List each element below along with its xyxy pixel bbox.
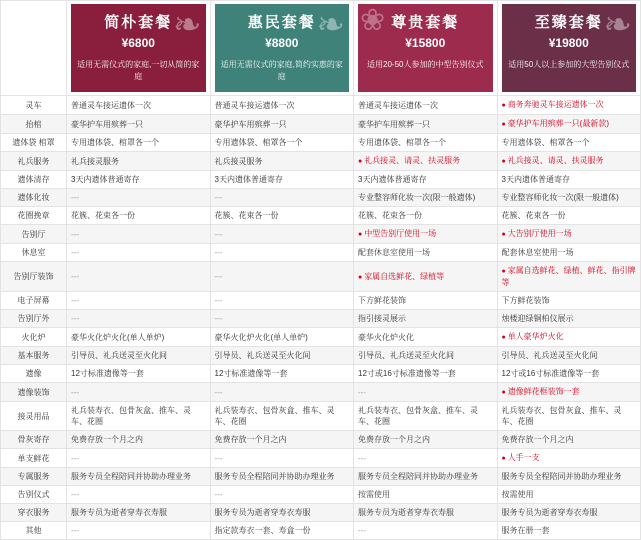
feature-text: 花簇、花束各一份 (501, 211, 566, 220)
feature-text: 专业整容师化妆一次(限一般遗体) (501, 193, 619, 202)
package-card[interactable] (502, 4, 637, 92)
feature-cell (210, 449, 354, 468)
feature-cell (67, 468, 211, 486)
package-price: ¥15800 (405, 36, 446, 50)
feature-text: 配套休息室使用一场 (358, 248, 430, 257)
feature-text: 12寸或16寸标准遗像等一套 (501, 369, 600, 378)
feature-cell (210, 522, 354, 540)
feature-text: 豪华护车用殡葬一只(最新款) (507, 119, 610, 128)
feature-text: 豪华火化炉火化(单人单炉) (214, 332, 308, 342)
table-row (1, 449, 641, 468)
feature-text: 引导员、礼兵送灵至火化间 (71, 351, 167, 360)
feature-text: 指定款寿衣一套、寿盒一份 (214, 526, 311, 535)
feature-cell (210, 486, 354, 504)
feature-cell (497, 152, 641, 171)
feature-cell (67, 244, 211, 262)
bullet-icon: ● (501, 455, 508, 462)
feature-cell (67, 152, 211, 171)
feature-text: 普通灵车接运遗体一次 (71, 100, 151, 110)
feature-cell (497, 134, 641, 152)
feature-text: 遗像鲜花框装饰一套 (507, 387, 580, 396)
feature-text: 专用遗体袋、棺罩各一个 (71, 138, 159, 147)
feature-text: 按需使用 (501, 490, 534, 499)
feature-cell (210, 189, 354, 207)
feature-text: 家属自选鲜花、绿植、鲜花、指引牌等 (501, 266, 636, 287)
package-header-cell[interactable] (67, 1, 211, 96)
feature-text: 普通灵车接运遗体一次 (214, 100, 295, 110)
package-card-content (502, 4, 637, 71)
feature-text: 豪华火化炉火化(单人单炉) (71, 332, 165, 342)
package-description: 适用无需仪式的家庭,简约实惠的家庭 (220, 60, 343, 81)
package-card-content (215, 4, 350, 83)
feature-text: 服务专员全程陪同并协助办理业务 (501, 472, 622, 481)
bullet-icon: ● (358, 231, 365, 238)
feature-text: 家属自选鲜花、绿植等 (364, 271, 445, 281)
row-label: 休息室 (1, 244, 67, 262)
row-label: 专属服务 (1, 468, 67, 486)
feature-text: 服务专员全程陪同并协助办理业务 (71, 472, 191, 481)
feature-cell (67, 486, 211, 504)
feature-cell (497, 225, 641, 244)
feature-cell (497, 383, 641, 402)
feature-cell (497, 504, 641, 522)
feature-cell (354, 292, 498, 310)
feature-text: --- (71, 193, 79, 202)
table-row (1, 152, 641, 171)
feature-text: --- (71, 272, 79, 281)
row-label: 接灵用品 (1, 402, 67, 431)
feature-text: 礼兵接灵、请灵、扶灵服务 (364, 156, 461, 165)
feature-text: 下方鲜花装饰 (358, 296, 406, 305)
feature-cell (210, 152, 354, 171)
feature-cell (497, 207, 641, 225)
table-row (1, 522, 641, 540)
package-header-cell[interactable] (354, 1, 498, 96)
bullet-icon: ● (501, 121, 508, 128)
feature-text: 豪华护车用殡葬一只 (71, 119, 143, 129)
row-label: 其他 (1, 522, 67, 540)
feature-cell (67, 225, 211, 244)
pricing-table-body (1, 1, 641, 540)
feature-text: --- (71, 248, 79, 257)
feature-text: 礼兵接灵服务 (71, 156, 119, 166)
package-name: 尊贵套餐 (391, 14, 460, 31)
feature-cell (67, 347, 211, 365)
feature-text: 礼兵接灵服务 (214, 156, 263, 166)
feature-cell (497, 522, 641, 540)
bullet-icon: ● (501, 334, 508, 341)
feature-text: --- (71, 387, 79, 397)
table-row (1, 486, 641, 504)
feature-text: 按需使用 (358, 490, 390, 499)
feature-cell (67, 449, 211, 468)
row-label: 花圈挽章 (1, 207, 67, 225)
table-row (1, 292, 641, 310)
feature-cell (354, 504, 498, 522)
feature-text: 人手一支 (507, 453, 540, 462)
feature-text: 礼兵装寿衣、包骨灰盒、推车、灵车、花圈 (358, 406, 478, 426)
feature-text: 免费存放一个月之内 (358, 435, 430, 444)
bullet-icon: ● (501, 231, 508, 238)
feature-cell (497, 347, 641, 365)
feature-text: 大告别厅使用一场 (507, 229, 572, 238)
bullet-icon: ● (501, 389, 508, 396)
feature-text: 3天内遗体普通寄存 (358, 175, 427, 184)
feature-cell (354, 244, 498, 262)
package-card-content (358, 4, 493, 71)
row-label: 告别厅外 (1, 310, 67, 328)
feature-cell (67, 171, 211, 189)
feature-text: 花簇、花束各一份 (71, 211, 135, 220)
feature-cell (67, 522, 211, 540)
feature-cell (354, 365, 498, 383)
feature-cell (210, 292, 354, 310)
feature-cell (497, 262, 641, 292)
table-row (1, 504, 641, 522)
feature-text: 12寸标准遗像等一套 (214, 369, 288, 378)
feature-cell (210, 431, 354, 449)
feature-text: 专用遗体袋、棺罩各一个 (501, 138, 590, 147)
feature-text: --- (71, 453, 79, 463)
feature-text: 12寸或16寸标准遗像等一套 (358, 369, 456, 378)
feature-cell (354, 189, 498, 207)
feature-cell (497, 449, 641, 468)
package-price: ¥19800 (548, 36, 589, 50)
bullet-icon: ● (501, 158, 508, 165)
feature-cell (354, 207, 498, 225)
feature-text: --- (214, 296, 223, 305)
row-label: 遗像装饰 (1, 383, 67, 402)
feature-text: 免费存放一个月之内 (71, 435, 143, 444)
feature-text: --- (71, 229, 79, 239)
feature-text: 专业整容师化妆一次(限一般遗体) (358, 193, 476, 202)
feature-text: 免费存放一个月之内 (214, 435, 287, 444)
feature-text: 配套休息室使用一场 (501, 248, 574, 257)
feature-cell (67, 383, 211, 402)
bullet-icon: ● (501, 268, 508, 275)
feature-cell (67, 207, 211, 225)
table-row (1, 207, 641, 225)
row-label: 单支鲜花 (1, 449, 67, 468)
feature-cell (210, 115, 354, 134)
feature-cell (354, 486, 498, 504)
table-row (1, 347, 641, 365)
row-label: 骨灰寄存 (1, 431, 67, 449)
feature-text: 下方鲜花装饰 (501, 296, 550, 305)
feature-cell (67, 310, 211, 328)
feature-cell (497, 189, 641, 207)
feature-cell (67, 402, 211, 431)
feature-text: --- (214, 490, 223, 499)
header-corner-cell (1, 1, 67, 96)
row-label: 告别厅装饰 (1, 262, 67, 292)
row-label: 基本服务 (1, 347, 67, 365)
row-label: 抬棺 (1, 115, 67, 134)
feature-text: 服务在册一套 (501, 526, 550, 535)
feature-text: --- (358, 453, 366, 463)
feature-text: 单人豪华炉火化 (507, 332, 564, 341)
feature-text: 商务奔驰灵车接运遗体一次 (507, 100, 604, 109)
feature-text: 礼兵接灵、请灵、扶灵服务 (507, 156, 604, 165)
feature-text: 引导员、礼兵送灵至火化间 (501, 351, 598, 360)
feature-cell (210, 365, 354, 383)
bullet-icon: ● (358, 158, 365, 165)
feature-text: --- (71, 526, 79, 535)
bird-icon: ❧ (316, 6, 345, 44)
feature-text: 礼兵装寿衣、包骨灰盒、推车、灵车、花圈 (214, 406, 335, 426)
feature-text: --- (358, 526, 366, 535)
feature-text: 豪华火化炉火化 (358, 332, 414, 342)
feature-text: 礼兵装寿衣、包骨灰盒、推车、灵车、花圈 (71, 406, 191, 426)
feature-cell (497, 431, 641, 449)
feature-cell (354, 328, 498, 347)
package-description: 适用无需仪式的家庭,一切从简的家庭 (77, 60, 200, 81)
package-header-row (1, 1, 641, 96)
feature-cell (354, 171, 498, 189)
feature-text: 豪华护车用殡葬一只 (214, 119, 287, 129)
feature-cell (67, 365, 211, 383)
feature-cell (497, 328, 641, 347)
feature-cell (354, 347, 498, 365)
table-row (1, 365, 641, 383)
feature-text: 3天内遗体普通寄存 (214, 175, 283, 184)
bird-icon: ❧ (173, 6, 202, 44)
row-label: 告别仪式 (1, 486, 67, 504)
feature-text: 引导员、礼兵送灵至火化间 (214, 351, 311, 360)
package-name: 至臻套餐 (534, 14, 603, 31)
table-row (1, 96, 641, 115)
feature-text: 12寸标准遗像等一套 (71, 369, 144, 378)
feature-cell (210, 468, 354, 486)
table-row (1, 262, 641, 292)
table-row (1, 328, 641, 347)
feature-cell (497, 171, 641, 189)
feature-cell (67, 189, 211, 207)
feature-cell (67, 431, 211, 449)
feature-cell (210, 134, 354, 152)
feature-cell (67, 504, 211, 522)
bullet-icon: ● (501, 102, 508, 109)
package-description: 适用50人以上参加的大型告别仪式 (508, 60, 630, 69)
feature-cell (67, 292, 211, 310)
feature-cell (354, 225, 498, 244)
feature-text: --- (214, 193, 223, 202)
feature-text: 普通灵车接运遗体一次 (358, 100, 438, 110)
row-label: 遗体袋 棺罩 (1, 134, 67, 152)
feature-cell (67, 134, 211, 152)
feature-text: 服务专员为逝者穿寿衣寿服 (71, 508, 167, 517)
table-row (1, 134, 641, 152)
feature-cell (210, 171, 354, 189)
row-label: 遗体清存 (1, 171, 67, 189)
feature-text: --- (214, 453, 223, 463)
package-card[interactable] (358, 4, 493, 92)
feature-cell (210, 504, 354, 522)
feature-cell (354, 262, 498, 292)
feature-text: 豪华护车用殡葬一只 (358, 119, 430, 129)
feature-cell (210, 207, 354, 225)
table-row (1, 468, 641, 486)
feature-cell (354, 134, 498, 152)
package-header-cell[interactable] (210, 1, 354, 96)
feature-text: 服务专员为逝者穿寿衣寿服 (214, 508, 311, 517)
table-row (1, 431, 641, 449)
row-label: 灵车 (1, 96, 67, 115)
feature-text: 花簇、花束各一份 (214, 211, 279, 220)
feature-cell (210, 225, 354, 244)
feature-cell (497, 468, 641, 486)
package-description: 适用20-50人参加的中型告别仪式 (367, 60, 484, 69)
feature-cell (497, 310, 641, 328)
feature-text: --- (214, 229, 223, 239)
feature-text: 引导员、礼兵送灵至火化间 (358, 351, 454, 360)
feature-cell (354, 383, 498, 402)
feature-text: 花簇、花束各一份 (358, 211, 422, 220)
feature-text: --- (358, 387, 366, 397)
feature-cell (210, 244, 354, 262)
feature-cell (210, 347, 354, 365)
package-header-cell[interactable] (497, 1, 641, 96)
feature-text: --- (71, 314, 79, 323)
feature-text: 烛楼迎绿铜柏仪展示 (501, 314, 574, 323)
feature-text: 礼兵装寿衣、包骨灰盒、推车、灵车、花圈 (501, 406, 622, 426)
feature-cell (354, 468, 498, 486)
feature-cell (497, 486, 641, 504)
feature-cell (497, 365, 641, 383)
feature-cell (354, 449, 498, 468)
bullet-icon: ● (358, 273, 365, 281)
feature-text: 服务专员为逝者穿寿衣寿服 (358, 508, 454, 517)
package-card[interactable] (71, 4, 206, 92)
table-row (1, 225, 641, 244)
feature-cell (210, 402, 354, 431)
row-label: 遗像 (1, 365, 67, 383)
feature-cell (354, 431, 498, 449)
feature-text: 服务专员为逝者穿寿衣寿服 (501, 508, 598, 517)
table-row (1, 171, 641, 189)
feature-text: 服务专员全程陪同并协助办理业务 (214, 472, 335, 481)
blossom-icon: ❀ (360, 4, 386, 37)
package-price: ¥8800 (265, 36, 299, 50)
row-label: 礼兵服务 (1, 152, 67, 171)
row-label: 火化炉 (1, 328, 67, 347)
table-row (1, 244, 641, 262)
feature-text: 免费存放一个月之内 (501, 435, 574, 444)
feature-text: 中型告别厅使用一场 (364, 229, 437, 238)
table-row (1, 383, 641, 402)
feature-cell (210, 262, 354, 292)
bird-icon: ❧ (603, 6, 632, 44)
feature-text: --- (71, 490, 79, 499)
feature-cell (354, 522, 498, 540)
feature-cell (354, 310, 498, 328)
feature-text: 服务专员全程陪同并协助办理业务 (358, 472, 478, 481)
feature-cell (497, 115, 641, 134)
feature-cell (354, 152, 498, 171)
row-label: 穿衣服务 (1, 504, 67, 522)
feature-text: 专用遗体袋、棺罩各一个 (214, 138, 303, 147)
package-card[interactable] (215, 4, 350, 92)
feature-cell (354, 402, 498, 431)
feature-cell (354, 96, 498, 115)
package-card-content (71, 4, 206, 83)
feature-cell (497, 292, 641, 310)
row-label: 遗体化妆 (1, 189, 67, 207)
row-label: 电子屏幕 (1, 292, 67, 310)
feature-text: 专用遗体袋、棺罩各一个 (358, 138, 446, 147)
package-price: ¥6800 (121, 36, 155, 50)
feature-text: 3天内遗体普通寄存 (501, 175, 570, 184)
feature-cell (67, 262, 211, 292)
table-row (1, 115, 641, 134)
feature-cell (354, 115, 498, 134)
feature-text: --- (71, 296, 79, 305)
table-row (1, 402, 641, 431)
feature-text: 指引接灵展示 (358, 314, 406, 323)
feature-text: --- (214, 272, 223, 281)
feature-cell (210, 310, 354, 328)
feature-text: --- (214, 248, 223, 257)
table-row (1, 189, 641, 207)
feature-cell (210, 328, 354, 347)
feature-cell (67, 96, 211, 115)
feature-cell (497, 96, 641, 115)
table-row (1, 310, 641, 328)
row-label: 告别厅 (1, 225, 67, 244)
feature-cell (210, 96, 354, 115)
feature-text: 3天内遗体普通寄存 (71, 175, 140, 184)
feature-cell (497, 244, 641, 262)
feature-cell (67, 115, 211, 134)
feature-cell (497, 402, 641, 431)
feature-text: --- (214, 314, 223, 323)
feature-cell (210, 383, 354, 402)
feature-cell (67, 328, 211, 347)
package-name: 惠民套餐 (247, 14, 316, 31)
package-name: 简朴套餐 (104, 14, 173, 31)
feature-text: --- (214, 387, 223, 397)
